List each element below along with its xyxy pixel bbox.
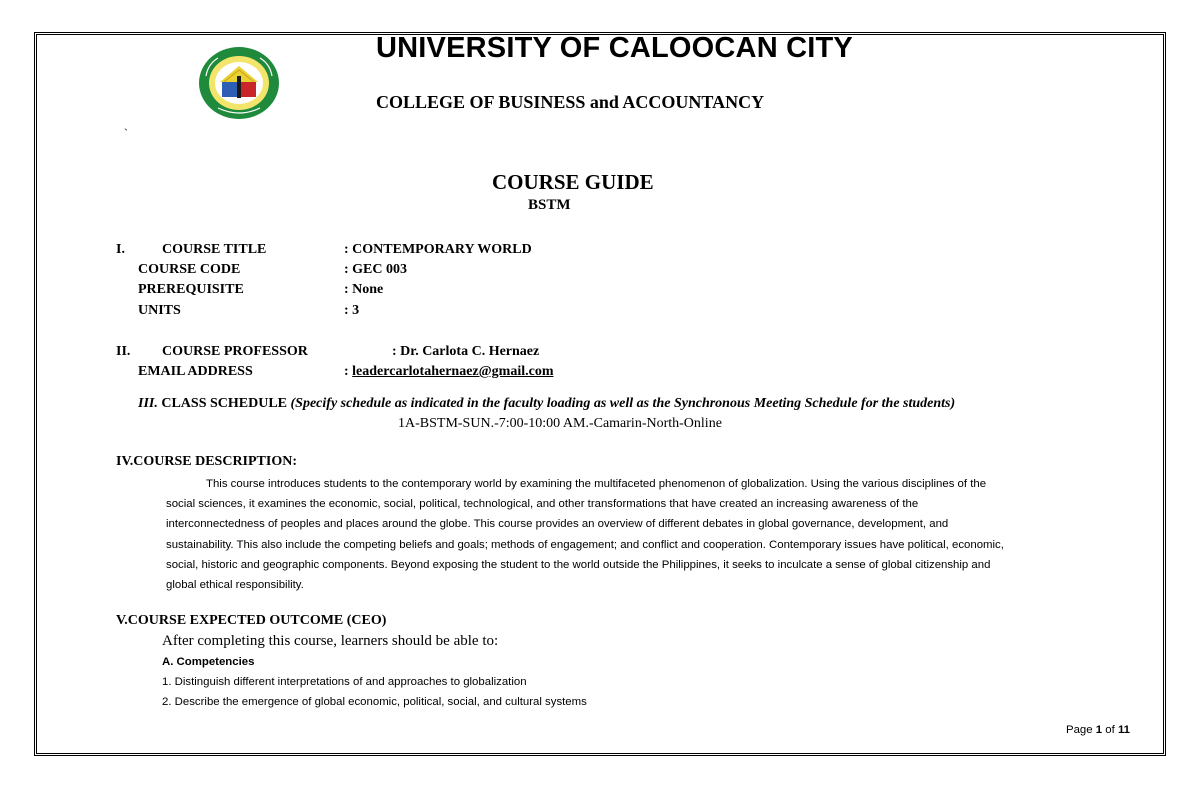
course-description-body	[166, 474, 1116, 595]
competency-item: 2. Describe the emergence of global economic, political, social, and cultural systems	[162, 696, 587, 708]
college-name: COLLEGE OF BUSINESS and ACCOUNTANCY	[376, 92, 765, 112]
course-description-heading: IV.COURSE DESCRIPTION:	[116, 454, 298, 469]
description-line: This course introduces students to the contemporary world by examining the multifaceted phenomenon of globalization. Using the various disciplines of the	[206, 478, 987, 490]
course-code-label: COURSE CODE	[138, 262, 241, 277]
email-prefix: :	[344, 364, 353, 379]
units-label: UNITS	[138, 303, 181, 318]
competencies-heading: A. Competencies	[162, 656, 255, 668]
description-line: social sciences, it examines the economic, social, political, technological, and other transformations that have created an increasing awareness of the	[166, 498, 919, 511]
class-schedule-value: 1A-BSTM-SUN.-7:00-10:00 AM.-Camarin-North-Online	[398, 416, 722, 431]
competency-item: 1. Distinguish different interpretations of and approaches to globalization	[162, 676, 527, 688]
program-name: BSTM	[528, 197, 571, 213]
page-of: of	[1102, 724, 1118, 736]
description-line: interconnectedness of peoples and places around the globe. This course provides an overview of different debates in global governance, development, and	[166, 518, 949, 531]
course-code-value: : GEC 003	[344, 262, 407, 277]
email-row	[344, 364, 553, 380]
description-line: sustainability. This also include the competing beliefs and goals; methods of engagement; and conflict and cooperation. Contemporary issues have political, economic,	[166, 538, 1004, 551]
section-1-number: I.	[116, 242, 125, 257]
class-schedule-label: CLASS SCHEDULE	[157, 396, 291, 411]
section-3-number: III.	[138, 396, 158, 411]
document-title: COURSE GUIDE	[492, 170, 654, 194]
section-2-number: II.	[116, 344, 131, 359]
description-line: global ethical responsibility.	[166, 579, 304, 592]
course-title-value: : CONTEMPORARY WORLD	[344, 242, 532, 257]
email-link[interactable]: leadercarlotahernaez@gmail.com	[352, 364, 554, 379]
units-value: : 3	[344, 303, 360, 318]
expected-outcome-intro: After completing this course, learners should be able to:	[162, 633, 499, 649]
total-pages: 11	[1117, 724, 1130, 736]
course-professor-value: : Dr. Carlota C. Hernaez	[392, 344, 540, 359]
class-schedule-line	[138, 396, 955, 412]
class-schedule-note: (Specify schedule as indicated in the faculty loading as well as the Synchronous Meeting Schedule for the students)	[290, 396, 956, 411]
prerequisite-value: : None	[344, 282, 384, 297]
prerequisite-label: PREREQUISITE	[138, 282, 244, 297]
current-page: 1	[1095, 724, 1103, 736]
university-name: UNIVERSITY OF CALOOCAN CITY	[376, 32, 853, 64]
page-prefix: Page	[1065, 724, 1096, 736]
description-line: social, historic and geographic components. Beyond exposing the student to the world outside the Philippines, it seeks to inculcate a sense of global citizenship and	[166, 558, 991, 571]
course-title-label: COURSE TITLE	[162, 242, 267, 257]
course-professor-label: COURSE PROFESSOR	[162, 344, 308, 359]
page-number	[1066, 724, 1130, 736]
email-label: EMAIL ADDRESS	[138, 364, 253, 379]
university-seal-icon	[198, 46, 280, 120]
stray-mark: `	[124, 126, 128, 140]
expected-outcome-heading: V.COURSE EXPECTED OUTCOME (CEO)	[116, 613, 387, 628]
